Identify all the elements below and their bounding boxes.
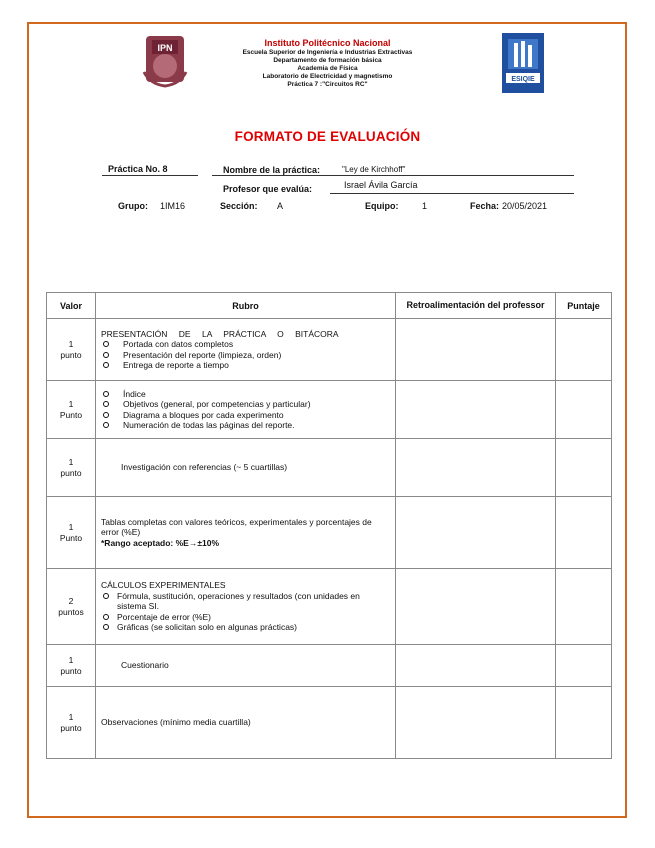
bullet-icon bbox=[103, 401, 109, 407]
puntaje-cell[interactable] bbox=[556, 687, 612, 759]
table-row bbox=[47, 381, 612, 439]
row-value: 2 puntos bbox=[47, 569, 96, 645]
puntaje-cell[interactable] bbox=[556, 497, 612, 569]
row-rubro bbox=[96, 381, 396, 439]
header-valor: Valor bbox=[47, 293, 96, 319]
practica-underline bbox=[102, 175, 198, 176]
bullet-icon bbox=[103, 614, 109, 620]
puntaje-cell[interactable] bbox=[556, 439, 612, 497]
row-rubro bbox=[96, 687, 396, 759]
retro-cell[interactable] bbox=[396, 569, 556, 645]
retro-cell[interactable] bbox=[396, 645, 556, 687]
header-line-practice: Práctica 7 :"Circuitos RC" bbox=[287, 81, 368, 88]
bullet-icon bbox=[103, 624, 109, 630]
row-title: CÁLCULOS EXPERIMENTALES bbox=[101, 580, 226, 591]
evaluation-table bbox=[46, 292, 612, 759]
puntaje-cell[interactable] bbox=[556, 569, 612, 645]
seccion-label: Sección: bbox=[220, 201, 258, 211]
fecha-value: 20/05/2021 bbox=[502, 201, 548, 211]
list-item: Numeración de todas las páginas del reporte. bbox=[101, 420, 390, 431]
retro-cell[interactable] bbox=[396, 687, 556, 759]
svg-text:ESIQIE: ESIQIE bbox=[511, 76, 535, 83]
profesor-value: Israel Ávila García bbox=[344, 180, 418, 190]
list-item: Fórmula, sustitución, operaciones y resultados (con unidades en sistema SI. bbox=[101, 591, 390, 612]
grupo-value: 1IM16 bbox=[160, 201, 186, 211]
table-row bbox=[47, 687, 612, 759]
puntaje-cell[interactable] bbox=[556, 645, 612, 687]
row-value: 1 punto bbox=[47, 645, 96, 687]
header-rubro: Rubro bbox=[96, 293, 396, 319]
row-text: Cuestionario bbox=[121, 660, 169, 671]
practica-label: Práctica No. 8 bbox=[108, 164, 168, 174]
nombre-underline bbox=[212, 175, 574, 176]
header-line-academy: Academia de Física bbox=[297, 65, 358, 72]
row-rubro bbox=[96, 645, 396, 687]
list-item: Diagrama a bloques por cada experimento bbox=[101, 410, 390, 421]
row-value: 1 punto bbox=[47, 687, 96, 759]
table-row bbox=[47, 569, 612, 645]
header-retro: Retroalimentación del professor bbox=[396, 293, 556, 319]
list-item: Gráficas (se solicitan solo en algunas prácticas) bbox=[101, 622, 390, 633]
list-item: Índice bbox=[101, 389, 390, 400]
list-item: Porcentaje de error (%E) bbox=[101, 612, 390, 623]
puntaje-cell[interactable] bbox=[556, 381, 612, 439]
list-item: Objetivos (general, por competencias y particular) bbox=[101, 399, 390, 410]
nombre-value: "Ley de Kirchhoff" bbox=[342, 165, 406, 174]
table-header-row bbox=[47, 293, 612, 319]
nombre-label: Nombre de la práctica: bbox=[223, 165, 321, 175]
equipo-value: 1 bbox=[422, 201, 428, 211]
table-row bbox=[47, 645, 612, 687]
list-item: Presentación del reporte (limpieza, orden) bbox=[101, 350, 390, 361]
range-note: *Rango aceptado: %E→±10% bbox=[101, 537, 220, 548]
row-value: 1 punto bbox=[47, 439, 96, 497]
table-row bbox=[47, 439, 612, 497]
row-text: Tablas completas con valores teóricos, experimentales y porcentajes de error (%E) bbox=[101, 516, 372, 538]
retro-cell[interactable] bbox=[396, 497, 556, 569]
list-item: Entrega de reporte a tiempo bbox=[101, 360, 390, 371]
row-value: 1 Punto bbox=[47, 497, 96, 569]
row-value: 1 punto bbox=[47, 319, 96, 381]
table-row bbox=[47, 497, 612, 569]
bullet-icon bbox=[103, 593, 109, 599]
bullet-icon bbox=[103, 391, 109, 397]
row-text: Investigación con referencias (~ 5 cuartillas) bbox=[121, 462, 288, 473]
profesor-underline bbox=[330, 193, 574, 194]
table-row bbox=[47, 319, 612, 381]
row-rubro bbox=[96, 439, 396, 497]
header-line-lab: Laboratorio de Electricidad y magnetismo bbox=[262, 73, 393, 80]
list-item: Portada con datos completos bbox=[101, 339, 390, 350]
header-line-department: Departamento de formación básica bbox=[273, 57, 382, 64]
profesor-label: Profesor que evalúa: bbox=[223, 184, 313, 194]
fecha-label: Fecha: bbox=[470, 201, 500, 211]
institution-name: Instituto Politécnico Nacional bbox=[264, 38, 391, 48]
row-rubro bbox=[96, 497, 396, 569]
bullet-icon bbox=[103, 341, 109, 347]
puntaje-cell[interactable] bbox=[556, 319, 612, 381]
bullet-icon bbox=[103, 362, 109, 368]
svg-text:IPN: IPN bbox=[157, 43, 173, 53]
row-text: Observaciones (mínimo media cuartilla) bbox=[101, 717, 251, 728]
row-title: PRESENTACIÓN DE LA PRÁCTICA O BITÁCORA bbox=[101, 328, 339, 339]
retro-cell[interactable] bbox=[396, 381, 556, 439]
row-rubro bbox=[96, 569, 396, 645]
equipo-label: Equipo: bbox=[365, 201, 399, 211]
header-line-school: Escuela Superior de Ingeniería e Industrias Extractivas bbox=[242, 49, 413, 56]
row-rubro bbox=[96, 319, 396, 381]
row-value: 1 Punto bbox=[47, 381, 96, 439]
seccion-value: A bbox=[277, 201, 284, 211]
grupo-label: Grupo: bbox=[118, 201, 148, 211]
header-puntaje: Puntaje bbox=[556, 293, 612, 319]
bullet-icon bbox=[103, 352, 109, 358]
bullet-icon bbox=[103, 412, 109, 418]
retro-cell[interactable] bbox=[396, 319, 556, 381]
bullet-icon bbox=[103, 422, 109, 428]
retro-cell[interactable] bbox=[396, 439, 556, 497]
page-title: FORMATO DE EVALUACIÓN bbox=[234, 129, 421, 144]
